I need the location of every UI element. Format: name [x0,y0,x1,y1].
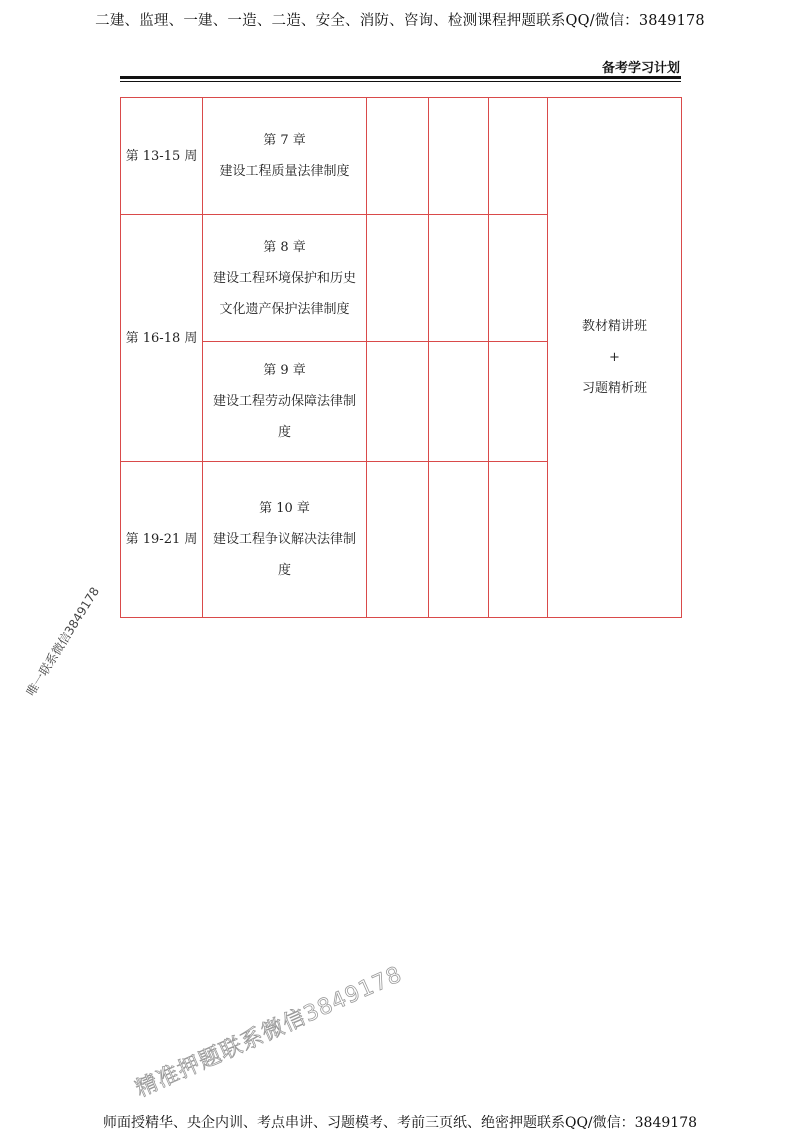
study-plan-table [120,97,682,618]
chapter-title: 建设工程争议解决法律制度 [212,532,356,578]
chapter-number: 第 10 章 [259,501,310,516]
chapter-cell [203,462,367,618]
chapter-number: 第 8 章 [263,239,306,255]
week-label: 第 19-21 周 [125,532,198,547]
header-title: 备考学习计划 [601,61,680,76]
chapter-title: 建设工程劳动保障法律制度 [212,394,356,440]
study-method-cell [548,98,682,618]
empty-cell [367,462,429,618]
chapter-cell [203,215,367,342]
watermark-small: 唯一联系微信3849178 [23,584,103,699]
method-line-2: 习题精析班 [581,381,647,396]
empty-cell [429,98,489,215]
empty-cell [489,342,548,462]
week-cell [121,462,203,618]
empty-cell [429,215,489,342]
header-rule-thick [120,76,681,79]
empty-cell [489,462,548,618]
week-cell [121,215,203,462]
chapter-title: 建设工程质量法律制度 [219,164,350,179]
table-row [121,98,682,215]
watermark-big: 精准押题联系微信3849178 [132,962,407,1103]
week-label: 第 16-18 周 [125,330,198,346]
chapter-number: 第 7 章 [263,133,306,148]
top-banner: 二建、监理、一建、一造、二造、安全、消防、咨询、检测课程押题联系QQ/微信：3849178 [95,13,705,29]
chapter-number: 第 9 章 [263,363,306,378]
empty-cell [489,215,548,342]
chapter-cell [203,342,367,462]
method-plus: + [609,350,620,365]
empty-cell [429,342,489,462]
chapter-title: 建设工程环境保护和历史文化遗产保护法律制度 [212,270,356,317]
empty-cell [429,462,489,618]
empty-cell [367,342,429,462]
bottom-banner: 师面授精华、央企内训、考点串讲、习题模考、考前三页纸、绝密押题联系QQ/微信：3849178 [102,1115,698,1131]
empty-cell [367,98,429,215]
method-line-1: 教材精讲班 [581,319,647,334]
empty-cell [489,98,548,215]
week-cell [121,98,203,215]
empty-cell [367,215,429,342]
chapter-cell [203,98,367,215]
header-rule-thin [120,81,681,82]
week-label: 第 13-15 周 [125,148,198,164]
